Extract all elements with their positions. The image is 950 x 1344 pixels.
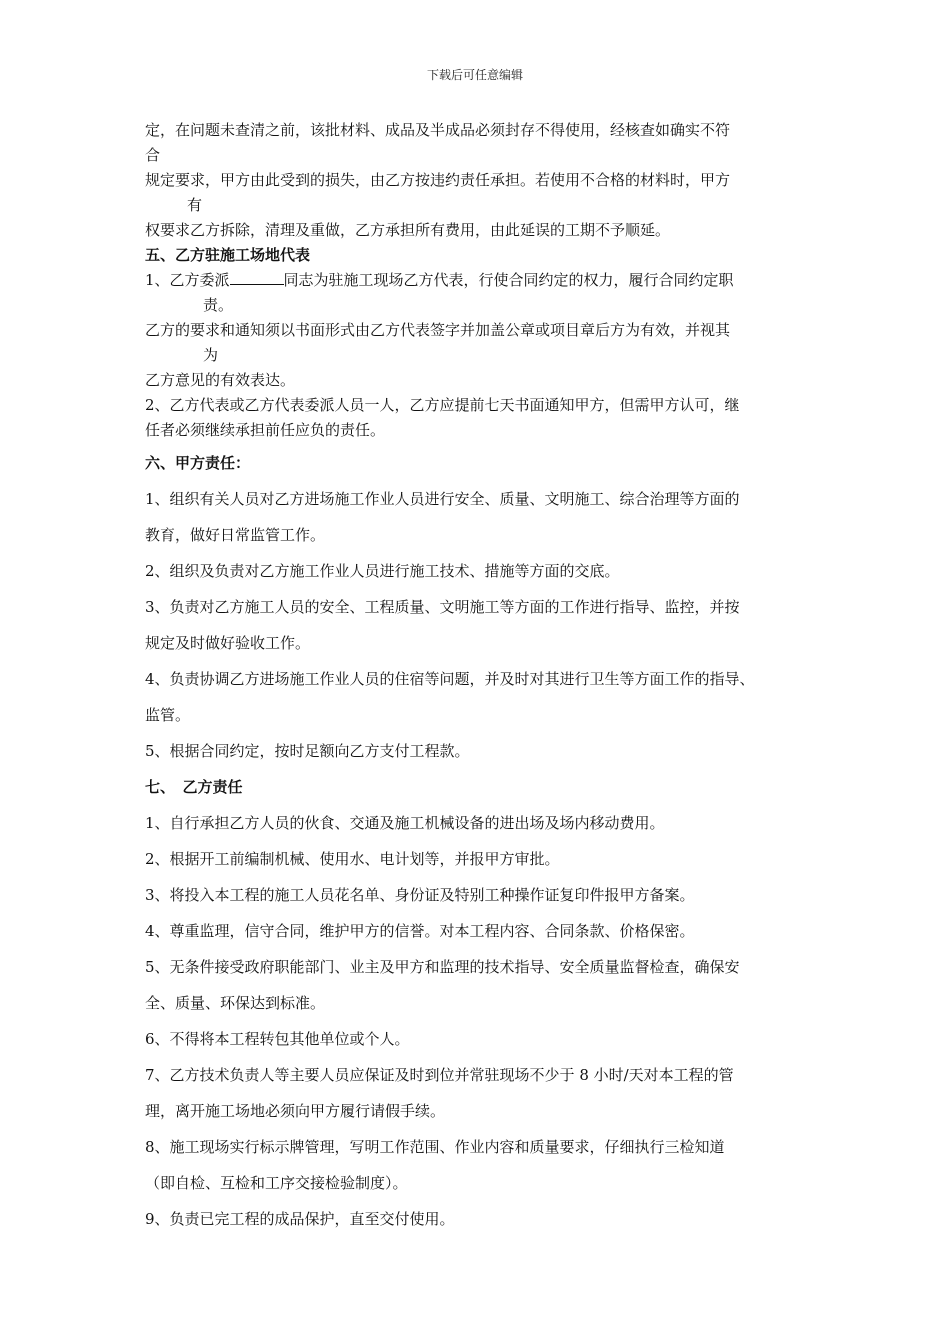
paragraph-line: 理，离开施工场地必须向甲方履行请假手续。 (145, 1102, 446, 1120)
paragraph-line: 教育，做好日常监管工作。 (145, 526, 326, 544)
paragraph-line: 有 (187, 196, 203, 214)
paragraph-line: 责。 (203, 296, 234, 314)
paragraph-line: 4、尊重监理，信守合同，维护甲方的信誉。对本工程内容、合同条款、价格保密。 (145, 922, 695, 940)
paragraph-line: 规定要求，甲方由此受到的损失，由乙方按违约责任承担。若使用不合格的材料时，甲方 (145, 171, 731, 189)
header-note: 下载后可任意编辑 (426, 68, 523, 82)
section-heading-5: 五、乙方驻施工场地代表 (145, 246, 311, 264)
paragraph-line: 权要求乙方拆除，清理及重做，乙方承担所有费用，由此延误的工期不予顺延。 (145, 221, 671, 239)
clause-text: 同志为驻施工现场乙方代表，行使合同约定的权力，履行合同约定职 (283, 271, 734, 289)
paragraph-line: 2、组织及负责对乙方施工作业人员进行施工技术、措施等方面的交底。 (145, 562, 620, 580)
paragraph-line: 9、负责已完工程的成品保护，直至交付使用。 (145, 1210, 455, 1228)
paragraph-line: 合 (145, 146, 161, 164)
paragraph-line: 6、不得将本工程转包其他单位或个人。 (145, 1030, 410, 1048)
paragraph-line: 任者必须继续承担前任应负的责任。 (145, 421, 386, 439)
paragraph-line: 1、自行承担乙方人员的伙食、交通及施工机械设备的进出场及场内移动费用。 (145, 814, 665, 832)
fill-in-blank (230, 269, 284, 285)
paragraph-line: 为 (203, 346, 219, 364)
paragraph-line: 2、乙方代表或乙方代表委派人员一人，乙方应提前七天书面通知甲方，但需甲方认可，继 (145, 396, 740, 414)
paragraph-line: 3、负责对乙方施工人员的安全、工程质量、文明施工等方面的工作进行指导、监控，并按 (145, 598, 740, 616)
section-heading-7: 七、 乙方责任 (145, 778, 243, 796)
paragraph-line: 乙方的要求和通知须以书面形式由乙方代表签字并加盖公章或项目章后方为有效，并视其 (145, 321, 731, 339)
paragraph-line: 3、将投入本工程的施工人员花名单、身份证及特别工种操作证复印件报甲方备案。 (145, 886, 695, 904)
section-heading-6: 六、甲方责任： (145, 454, 251, 472)
paragraph-line: 5、根据合同约定，按时足额向乙方支付工程款。 (145, 742, 470, 760)
paragraph-line: 4、负责协调乙方进场施工作业人员的住宿等问题，并及时对其进行卫生等方面工作的指导、 (145, 670, 755, 688)
paragraph-line: 5、无条件接受政府职能部门、业主及甲方和监理的技术指导、安全质量监督检查，确保安 (145, 958, 740, 976)
clause-text: 1、乙方委派 (145, 271, 230, 289)
paragraph-line: 乙方意见的有效表达。 (145, 371, 296, 389)
paragraph-line: 2、根据开工前编制机械、使用水、电计划等，并报甲方审批。 (145, 850, 560, 868)
paragraph-line: 规定及时做好验收工作。 (145, 634, 311, 652)
paragraph-line: 定，在问题未查清之前，该批材料、成品及半成品必须封存不得使用，经核查如确实不符 (145, 121, 731, 139)
paragraph-line: （即自检、互检和工序交接检验制度）。 (145, 1174, 408, 1192)
paragraph-line: 7、乙方技术负责人等主要人员应保证及时到位并常驻现场不少于 8 小时/天对本工程的管 (145, 1066, 734, 1084)
paragraph-line: 1、组织有关人员对乙方进场施工作业人员进行安全、质量、文明施工、综合治理等方面的 (145, 490, 740, 508)
paragraph-line: 监管。 (145, 706, 191, 724)
paragraph-line (145, 268, 825, 293)
paragraph-line: 全、质量、环保达到标准。 (145, 994, 326, 1012)
document-body (145, 118, 825, 1237)
paragraph-line: 8、施工现场实行标示牌管理，写明工作范围、作业内容和质量要求，仔细执行三检知道 (145, 1138, 725, 1156)
